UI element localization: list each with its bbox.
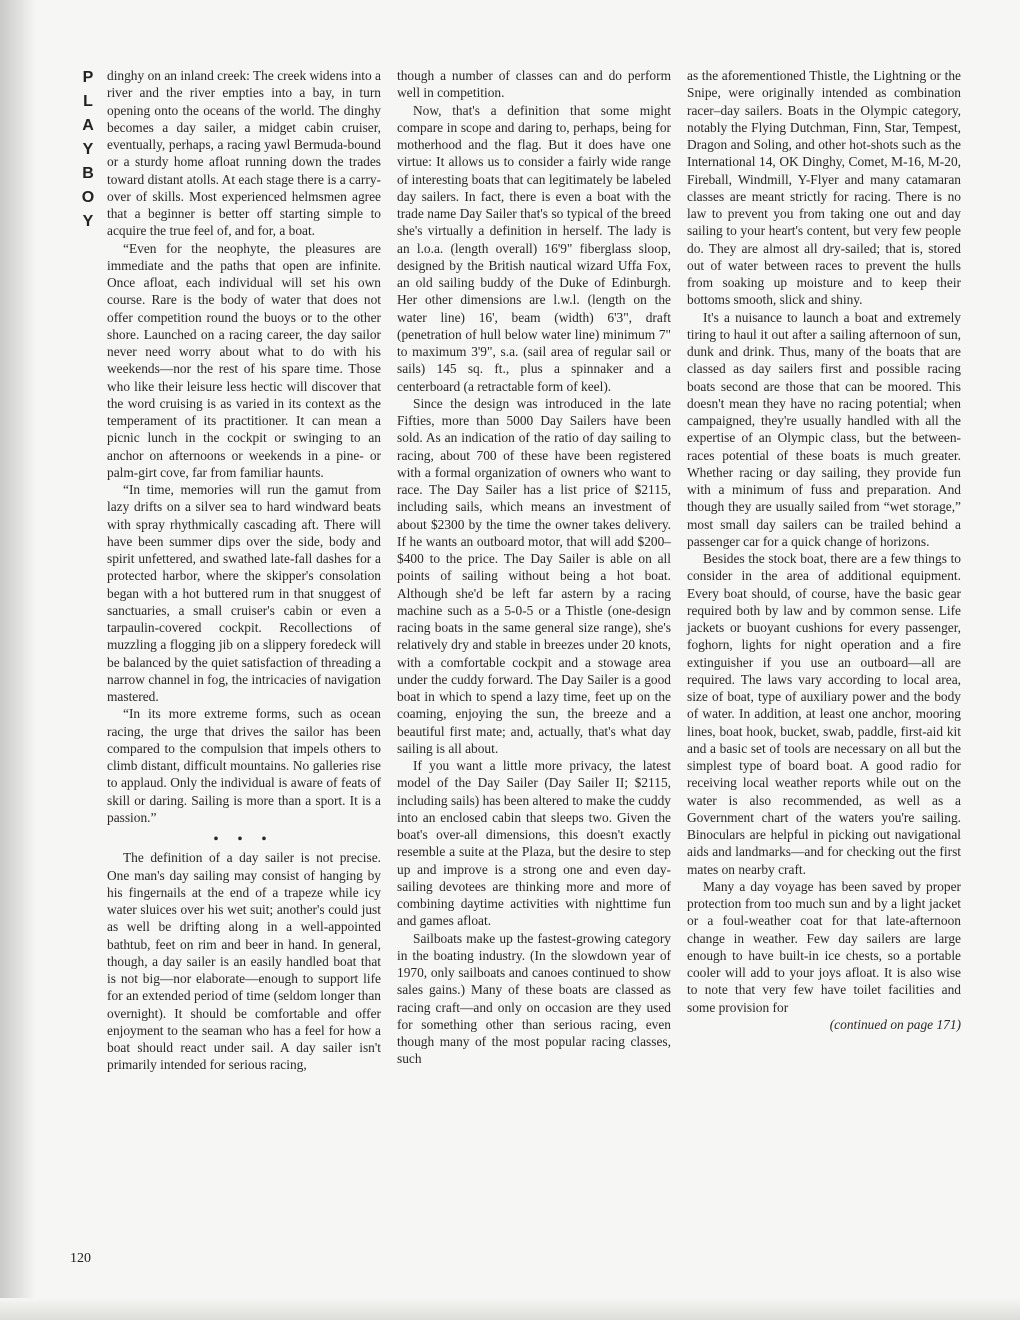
body-paragraph: Sailboats make up the fastest-growing category in the boating industry. (In the slowdown year of 1970, only sailboats and canoes continued to show sales gains.) Many of these boats are classed as racing craft—and only on occasion are they used for something other than serious racing, even though many of the most popular racing classes, such bbox=[397, 930, 671, 1067]
body-paragraph: Many a day voyage has been saved by proper protection from too much sun and by a light jacket or a foul-weather coat for that late-afternoon change in weather. Few day sailers are large enough to have built-in ice chests, so a portable cooler will add to your joys afloat. It is also wise to note that very few have toilet facilities and some provision for bbox=[687, 878, 961, 1015]
body-paragraph: though a number of classes can and do perform well in competition. bbox=[397, 68, 671, 101]
body-paragraph: “In time, memories will run the gamut from lazy drifts on a silver sea to hard windward beats with spray rhythmically cascading aft. There will have been summer dips over the side, body and spirit unfettered, and swathed late-fall dashes for a protected harbor, where the skipper's consolation began with a hot buttered rum in that snuggest of sanctuaries, a small cruiser's cabin or even a tarpaulin-covered cockpit. Recollections of muzzling a flogging jib on a slippery foredeck will be balanced by the quiet satisfaction of threading a narrow channel in fog, the intricacies of navigation mastered. bbox=[107, 482, 381, 704]
running-head-letter: Y bbox=[82, 213, 94, 230]
continued-line: (continued on page 171) bbox=[829, 1016, 961, 1032]
page-bottom-edge bbox=[0, 1298, 1020, 1320]
body-paragraph: as the aforementioned Thistle, the Lightning or the Snipe, were originally intended as combination racer–day sailers. Boats in the Olympic category, notably the Flying Dutchman, Finn, Star, Tempest, Dragon and Soling, and other hot-shots such as the International 14, OK Dinghy, Comet, M-16, M-20, Fireball, Windmill, Y-Flyer and many catamaran classes are meant strictly for racing. There is no law to prevent you from taking one out and day sailing to your heart's content, but very few people do. They are almost all dry-sailed; that is, stored out of water between races to prevent the hulls from soaking up moisture and to keep their bottoms smooth, slick and shiny. bbox=[687, 68, 961, 308]
body-paragraph: If you want a little more privacy, the latest model of the Day Sailer (Day Sailer II; $2115, including sails) has been altered to make the cuddy into an enclosed cabin that sleeps two. Given the boat's over-all dimensions, this doesn't exactly resemble a suite at the Plaza, but the desire to step up and improve is a strong one and even day-sailing devotees are thinking more and more of combining daytime activities with nighttime fun and games afloat. bbox=[397, 758, 671, 929]
body-paragraph: Now, that's a definition that some might compare in scope and daring to, perhaps, being for motherhood and the flag. But it does have one virtue: It allows us to consider a fairly wide range of interesting boats that can legitimately be labeled day sailers. In fact, there is even a boat with the trade name Day Sailer that's so typical of the breed she's virtually a definition in herself. The lady is an l.o.a. (length overall) 16'9" fiberglass sloop, designed by the British nautical wizard Uffa Fox, an old sailing buddy of the Duke of Edinburgh. Her other dimensions are l.w.l. (length on the water line) 16', beam (width) 6'3", draft (penetration of hull below water line) minimum 7" to maximum 3'9", s.a. (sail area of regular sail or sails) 145 sq. ft., plus a spinnaker and a centerboard (a retractable form of keel). bbox=[397, 102, 671, 394]
text-column-1 bbox=[107, 67, 381, 1074]
running-head-letter: L bbox=[83, 93, 93, 110]
body-paragraph: “Even for the neophyte, the pleasures are immediate and the paths that open are infinite. Once afloat, each individual will set his own course. Rare is the body of water that does not offer competition round the buoys or to the other shore. Launched on a racing career, the day sailor never need worry about what to do with his weekends—nor the rest of his spare time. Those who like their leisure less hectic will discover that the word cruising is as varied in its context as the temperament of its practitioner. It can mean a picnic lunch in the cockpit or swinging to an anchor on afternoons or weekends in a pine- or palm-girt cove, far from familiar haunts. bbox=[107, 240, 381, 480]
text-column-3 bbox=[687, 67, 961, 1033]
running-head-letter: B bbox=[82, 165, 94, 182]
body-paragraph: The definition of a day sailer is not precise. One man's day sailing may consist of hanging by his fingernails at the end of a trapeze while icy water sluices over his wet suit; another's could just as well be drifting along in a well-appointed bathtub, feet on rim and beer in hand. In general, though, a day sailer is an easily handled boat that is not big—nor elaborate—enough to support life for an extended period of time (seldom longer than overnight). It should be comfortable and offer enjoyment to the seaman who has a feel for how a boat should react under sail. A day sailer isn't primarily intended for serious racing, bbox=[107, 850, 381, 1073]
running-head bbox=[77, 66, 99, 234]
running-head-letter: P bbox=[82, 69, 94, 86]
section-break-dots: • • • bbox=[213, 831, 275, 846]
body-paragraph: Besides the stock boat, there are a few things to consider in the area of additional equipment. Every boat should, of course, have the basic gear required both by law and by common sense. Life jackets or buoyant cushions for every passenger, foghorn, lights for night operation and a fire extinguisher if you use an outboard—all are required. The laws vary according to local area, size of boat, type of auxiliary power and the body of water. In addition, at least one anchor, mooring lines, boat hook, bucket, swab, paddle, first-aid kit and a basic set of tools are necessary on all but the simplest type of board boat. A good radio for receiving local weather reports while out on the water is also recommended, as well as a Government chart of the waters you're sailing. Binoculars are helpful in picking out navigational aids and landmarks—and for checking out the first mates on nearby craft. bbox=[687, 551, 961, 877]
body-paragraph: Since the design was introduced in the late Fifties, more than 5000 Day Sailers have been sold. As an indication of the ratio of day sailing to racing, about 700 of these have been registered with a formal organization of owners who want to race. The Day Sailer has a list price of $2115, including sails, which means an investment of about $2300 by the time the owner takes delivery. If he wants an outboard motor, that will add $200–$400 to the price. The Day Sailer is able on all points of sailing without being a hot boat. Although she'd be left far astern by a racing machine such as a 5-0-5 or a Thistle (one-design racing boats in the same general size range), she's relatively dry and stable in breezes under 20 knots, with a comfortable cockpit and a stowage area under the cuddy forward. The Day Sailer is a good boat in which to spend a lazy time, feet up on the coaming, enjoying the sun, the breeze and a beautiful first mate; and, actually, that's what day sailing is all about. bbox=[397, 395, 671, 756]
page-number: 120 bbox=[70, 1251, 91, 1266]
body-paragraph: It's a nuisance to launch a boat and extremely tiring to haul it out after a sailing afternoon of sun, dunk and drink. Thus, many of the boats that are classed as day sailers first and possible racing boats second are those that can be moored. This doesn't mean they have no racing potential; when campaigned, they're usually handled with all the expertise of an Olympic class, but the between-races potential of these boats is much greater. Whether racing or day sailing, they provide fun with a minimum of fuss and preparation. And though they are usually sailed from “wet storage,” most small day sailers can be trailed behind a passenger car for a quick change of horizons. bbox=[687, 309, 961, 549]
running-head-letter: A bbox=[82, 117, 94, 134]
body-paragraph: dinghy on an inland creek: The creek widens into a river and the river empties into a bay, in turn opening onto the oceans of the world. The dinghy becomes a day sailer, a midget cabin cruiser, eventually, perhaps, a racing yawl Bermuda-bound or a sturdy home afloat running down the trades toward distant atolls. At each stage there is a carry-over of skills. Most experienced helmsmen agree that a beginner is better off starting simple to acquire the true feel of, and for, a boat. bbox=[107, 68, 381, 239]
running-head-letter: Y bbox=[82, 141, 94, 158]
body-paragraph: “In its more extreme forms, such as ocean racing, the urge that drives the sailor has been compared to the compulsion that impels others to climb distant, difficult mountains. No galleries rise to applaud. Only the individual is aware of feats of skill or daring. Sailing is more than a sport. It is a passion.” bbox=[107, 706, 381, 825]
running-head-letter: O bbox=[81, 189, 95, 206]
text-column-2 bbox=[397, 67, 671, 1068]
page-gutter-shadow bbox=[0, 0, 36, 1320]
